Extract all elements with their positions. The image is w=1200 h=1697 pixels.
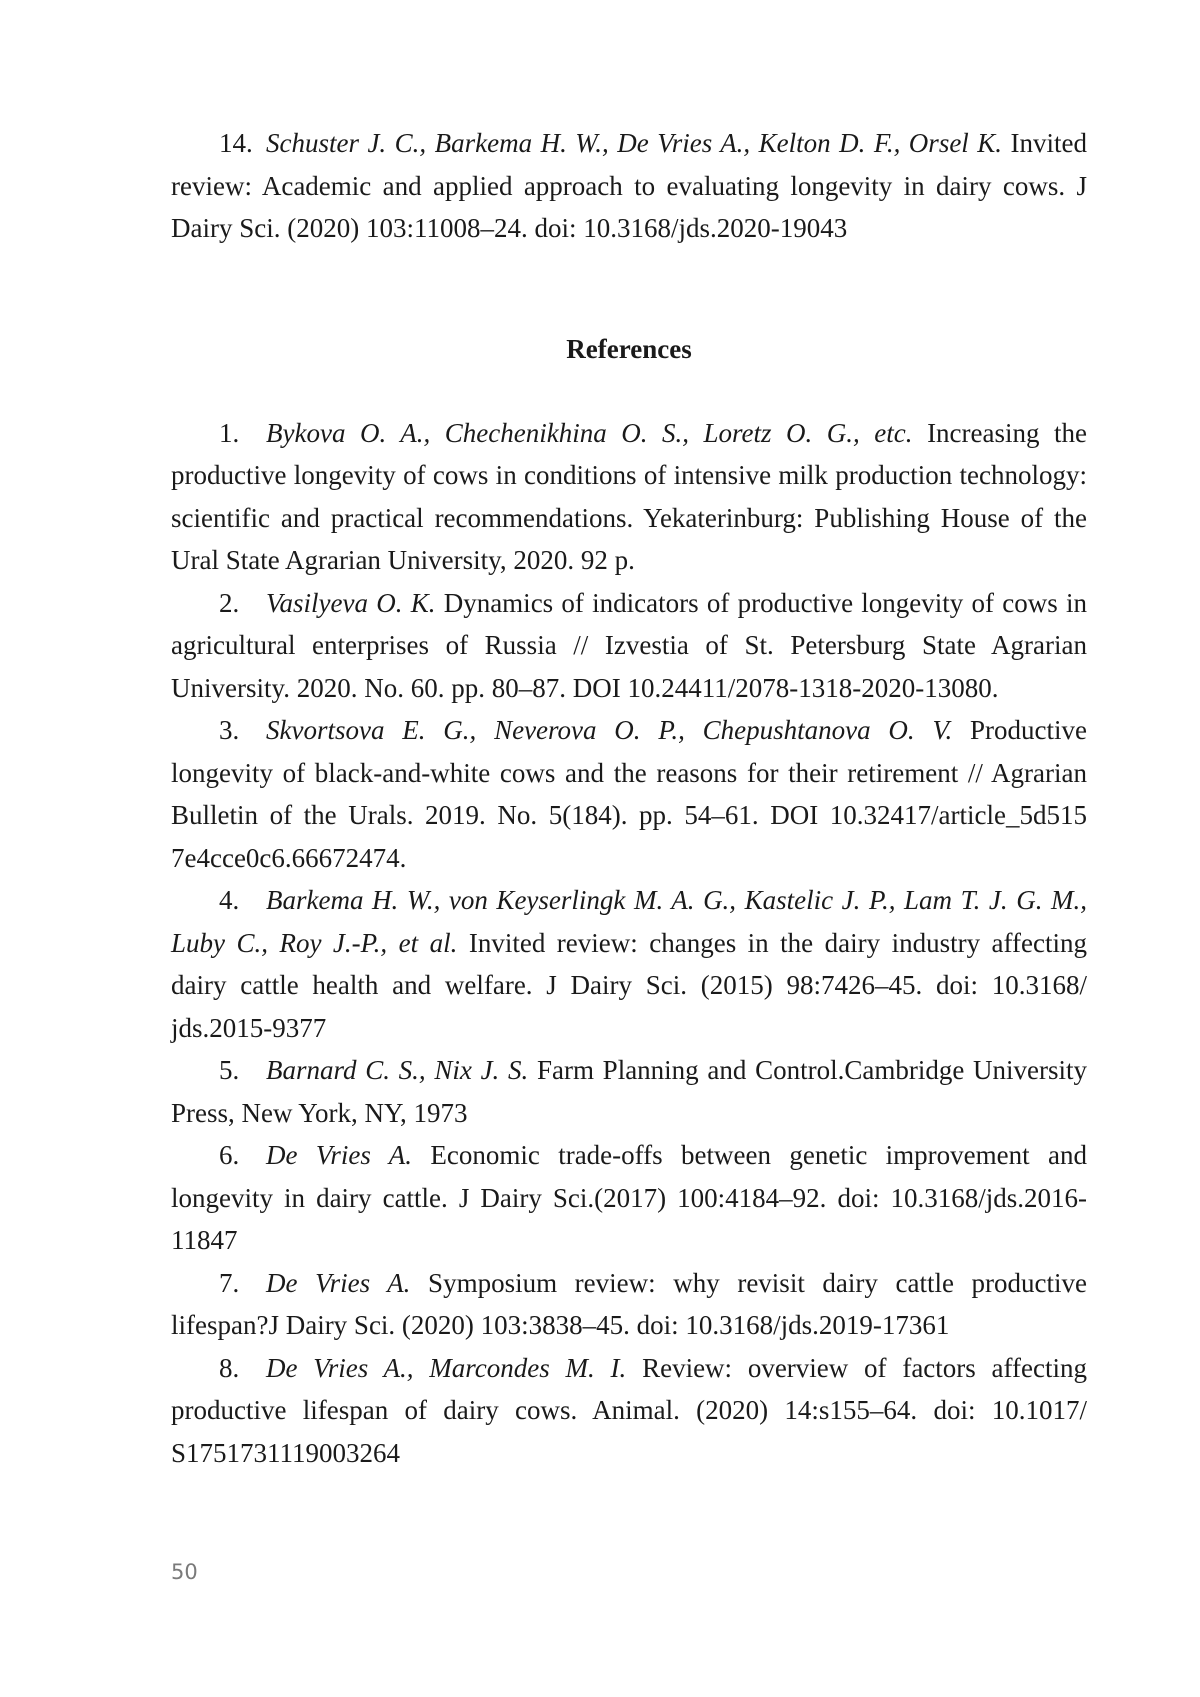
reference-authors: Vasilyeva O. K. (266, 587, 436, 618)
reference-number: 7. (219, 1267, 240, 1298)
reference-number: 5. (219, 1055, 240, 1085)
reference-number: 2. (219, 587, 240, 618)
reference-number: 6. (219, 1140, 240, 1170)
references-heading: References (566, 333, 692, 364)
reference-text: Review: overview of factors affecting productive lifespan of dairy cows. Animal. (2020) 14:s155–64. doi: 10.1017/ S1751731119003264 (171, 1352, 1088, 1468)
reference-authors: De Vries A. (266, 1140, 412, 1170)
reference-entry (171, 709, 1087, 879)
reference-text: Symposium review: why revisit dairy cattle productive lifespan?J Dairy Sci. (2020) 103:3838–45. doi: 10.3168/jds.2019-17361 (171, 1267, 1088, 1340)
reference-entry (171, 1134, 1087, 1262)
reference-entry (171, 1262, 1087, 1347)
references-list (171, 412, 1087, 1475)
reference-text: Increasing the productive longevity of cows in conditions of intensive milk production technology: scientific and practical recommendations. Yekaterinburg: Publishing House of the Ural State Agrarian University, 2020. 92 p. (171, 417, 1088, 575)
reference-entry-14 (171, 122, 1087, 250)
reference-entry (171, 1347, 1087, 1475)
reference-number: 8. (219, 1352, 240, 1383)
reference-text: Invited review: changes in the dairy industry affecting dairy cattle health and welfare. J Dairy Sci. (2015) 98:7426–45. doi: 10.3168/ jds.2015-9377 (171, 927, 1088, 1043)
page-content (171, 122, 1087, 1474)
reference-authors: De Vries A., Marcondes M. I. (266, 1352, 627, 1383)
reference-entry (171, 1049, 1087, 1134)
reference-number: 1. (219, 417, 240, 448)
reference-authors: Barkema H. W., von Keyserlingk M. A. G., Kastelic J. P., Lam T. J. G. M., Luby C., Roy J.-P., et al. (171, 885, 1087, 958)
reference-authors: Bykova O. A., Chechenikhina O. S., Loretz O. G., etc. (266, 417, 913, 448)
reference-number: 4. (219, 885, 240, 915)
references-heading-wrap (171, 328, 1087, 370)
reference-text: Dynamics of indicators of productive longevity of cows in agricultural enterprises of Russia // Izvestia of St. Petersburg State Agrarian University. 2020. No. 60. pp. 80–87. DOI 10.24411/2078-1318-2020-13080. (171, 587, 1087, 703)
reference-authors: Skvortsova E. G., Neverova O. P., Chepushtanova O. V. (266, 715, 953, 745)
reference-text: Invited review: Academic and applied approach to evaluating longevity in dairy cows. J Dairy Sci. (2020) 103:11008–24. doi: 10.3168/jds.2020-19043 (171, 128, 1087, 243)
reference-entry (171, 879, 1087, 1049)
reference-authors: De Vries A. (266, 1267, 411, 1298)
page-number: 50 (171, 1560, 198, 1584)
reference-text: Productive longevity of black-and-white cows and the reasons for their retirement // Agrarian Bulletin of the Urals. 2019. No. 5(184). pp. 54–61. DOI 10.32417/article_5d515 7e4cce0c6.66672474. (171, 715, 1088, 873)
reference-entry (171, 582, 1087, 710)
reference-number: 3. (219, 715, 240, 745)
reference-text: Farm Planning and Control.Cambridge University Press, New York, NY, 1973 (171, 1055, 1087, 1128)
reference-authors: Schuster J. C., Barkema H. W., De Vries A., Kelton D. F., Orsel K. (266, 128, 1003, 158)
reference-number: 14. (219, 128, 253, 158)
reference-authors: Barnard C. S., Nix J. S. (266, 1055, 529, 1085)
reference-entry (171, 412, 1087, 582)
reference-text: Economic trade-offs between genetic improvement and longevity in dairy cattle. J Dairy Sci.(2017) 100:4184–92. doi: 10.3168/jds.2016-11847 (171, 1140, 1087, 1255)
